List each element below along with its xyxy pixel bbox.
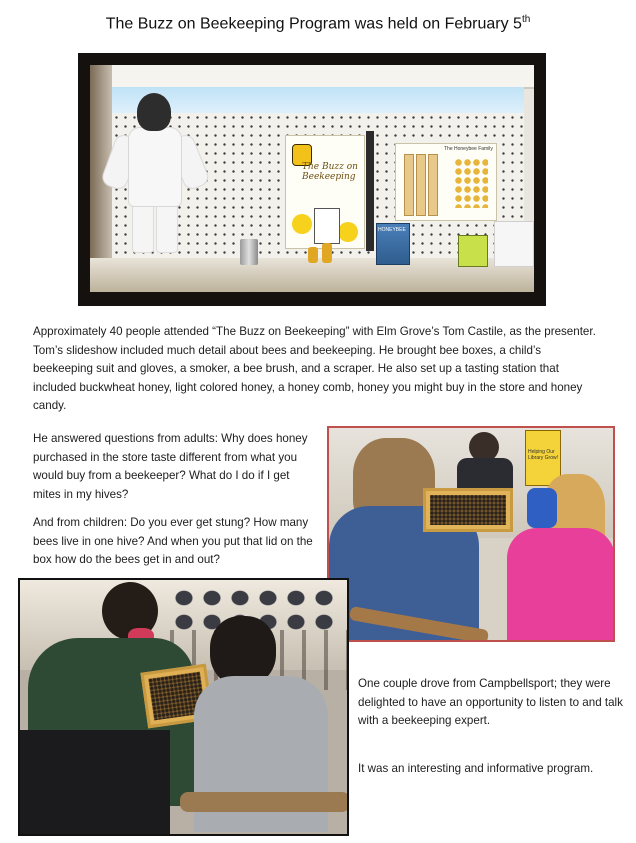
- display-case-interior: [90, 65, 534, 292]
- page-title-suffix: th: [521, 14, 531, 25]
- display-case-light: [90, 65, 534, 89]
- children-questions-paragraph: [33, 514, 313, 570]
- honeybee-family-poster: [395, 143, 497, 221]
- honeycomb-strip: [428, 154, 438, 216]
- honey-jar: [322, 243, 332, 263]
- chair-back: [180, 792, 349, 812]
- display-case-sky-border: [112, 87, 524, 113]
- honeycomb-frame: [423, 488, 513, 532]
- honeycomb-strip: [404, 154, 414, 216]
- page-title-text: The Buzz on Beekeeping Program was held on February 5: [105, 15, 522, 33]
- frame-viewing-photo: [327, 426, 615, 642]
- smoker-icon: [240, 239, 258, 265]
- closing-paragraph: [358, 760, 618, 779]
- activity-book: [458, 235, 488, 267]
- library-banner-text: Helping Our Library Grow!: [528, 449, 559, 461]
- info-bag: [494, 221, 534, 267]
- closing-text: It was an interesting and informative program.: [358, 762, 594, 775]
- bee-suit-leg-left: [132, 201, 154, 253]
- couple-text: One couple drove from Campbellsport; they were delighted to have an opportunity to listen to and talk with a beekeeping expert.: [358, 677, 623, 728]
- bee-suit-veil: [137, 93, 171, 131]
- attendance-text: Approximately 40 people attended “The Buzz on Beekeeping” with Elm Grove’s Tom Castile, as the presenter. Tom’s slideshow included much detail about bees and beekeeping. He brought bee boxes, a child’s beekeeping suit and gloves, a smoker, a bee brush, and a scraper. He also set up a tasting station that included buckwheat honey, light colored honey, a honey comb, honey you might buy in the store and honey candy.: [33, 325, 596, 413]
- attendance-paragraph: [33, 323, 601, 416]
- audience-photo: [18, 578, 349, 836]
- book-title: HONEYBEE: [378, 227, 406, 233]
- dark-jacket: [20, 730, 170, 836]
- boy-blue: [527, 488, 557, 528]
- couple-paragraph: [358, 675, 628, 731]
- bee-suit-body: [128, 127, 182, 207]
- sun-graphic: [338, 222, 358, 242]
- bee-banner: [366, 131, 374, 251]
- honeycomb-cells: [454, 158, 488, 208]
- poster-text-box: [314, 208, 340, 244]
- adult-questions-text: He answered questions from adults: Why does honey purchased in the store taste different from what you would buy from a beekeeper? What do I do if I get mites in my hives?: [33, 432, 308, 501]
- bee-suit-leg-right: [156, 201, 178, 253]
- poster-subtitle: The Honeybee Family: [444, 146, 493, 152]
- honeybee-book: [376, 223, 410, 265]
- display-case-photo: [78, 53, 546, 306]
- children-questions-text: And from children: Do you ever get stung? How many bees live in one hive? And when you put that lid on the box how do the bees get in and out?: [33, 516, 313, 567]
- page-title: [0, 14, 636, 33]
- sun-graphic: [292, 214, 312, 234]
- adult-questions-paragraph: [33, 430, 313, 504]
- girl-jacket: [507, 528, 615, 642]
- bees-cluster: [430, 495, 506, 525]
- poster-title: The Buzz on Beekeeping: [302, 162, 358, 182]
- honeycomb-strip: [416, 154, 426, 216]
- honey-jar: [308, 247, 318, 263]
- beekeeping-poster: [285, 135, 365, 249]
